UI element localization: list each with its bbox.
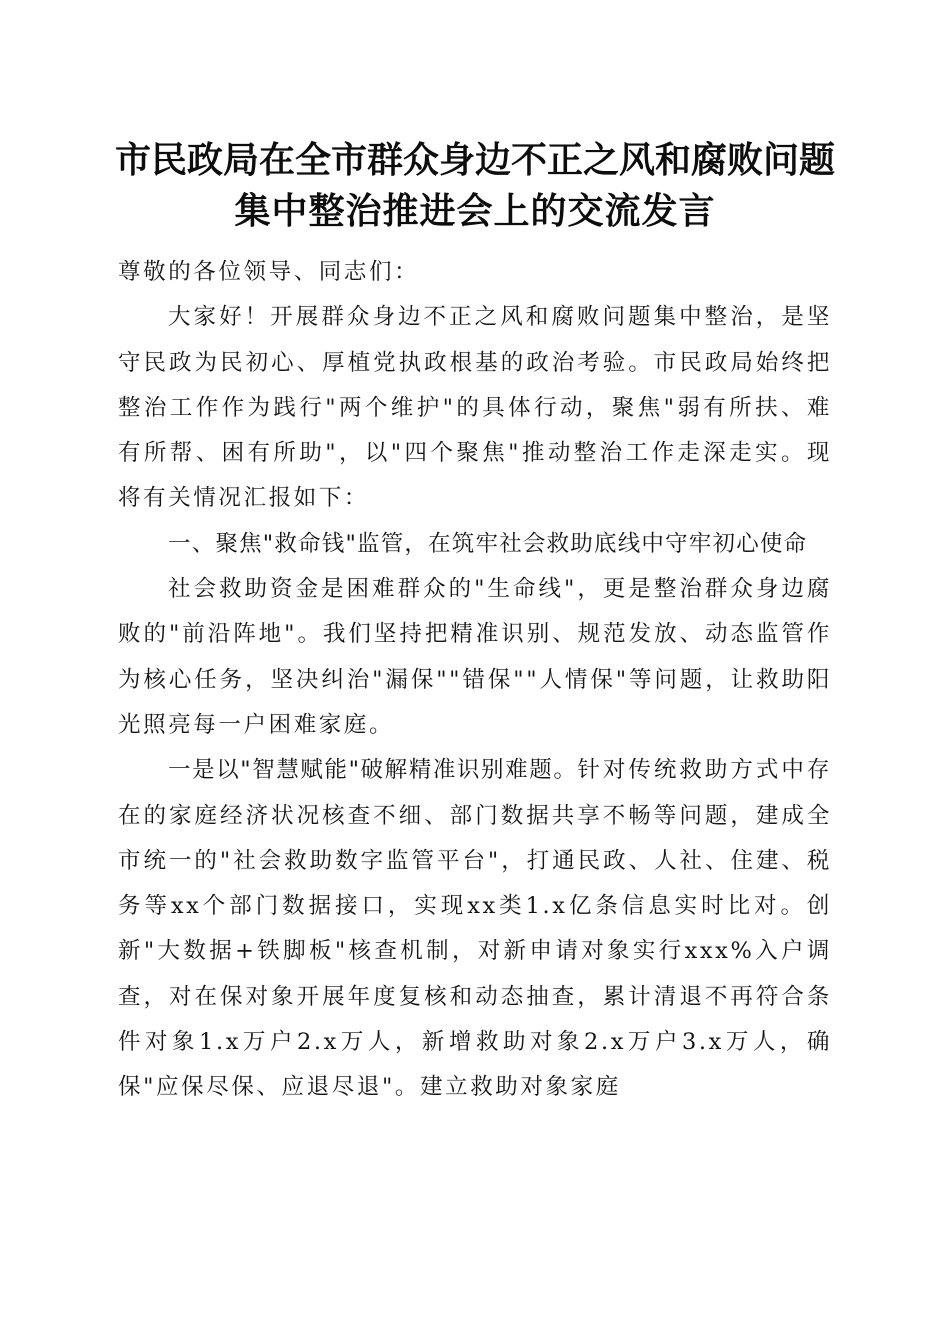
point-1-lead: 一是以"智慧赋能"破解精准识别难题。 [168, 757, 578, 784]
document-title-line-2: 集中整治推进会上的交流发言 [234, 190, 716, 232]
section-1-heading: 一、聚焦"救命钱"监管，在筑牢社会救助底线中守牢初心使命 [168, 530, 808, 557]
salutation: 尊敬的各位领导、同志们： [118, 259, 420, 285]
point-1-paragraph [118, 748, 832, 1110]
document-body [118, 250, 832, 1111]
document-title-line-1: 市民政局在全市群众身边不正之风和腐败问题 [114, 139, 835, 181]
section-1-paragraph: 社会救助资金是困难群众的"生命线"，更是整治群众身边腐败的"前沿阵地"。我们坚持把精准识别、规范发放、动态监管作为核心任务，坚决纠治"漏保""错保""人情保"等问题，让救助阳光照亮每一户困难家庭。 [118, 576, 832, 738]
intro-paragraph: 大家好！开展群众身边不正之风和腐败问题集中整治，是坚守民政为民初心、厚植党执政根基的政治考验。市民政局始终把整治工作作为践行"两个维护"的具体行动，聚焦"弱有所扶、难有所帮、困有所助"，以"四个聚焦"推动整治工作走深走实。现将有关情况汇报如下： [118, 304, 832, 512]
point-1-text: 针对传统救助方式中存在的家庭经济状况核查不细、部门数据共享不畅等问题，建成全市统一的"社会救助数字监管平台"，打通民政、人社、住建、税务等xx个部门数据接口，实现xx类1.x亿条信息实时比对。创新"大数据+铁脚板"核查机制，对新申请对象实行xxx%入户调查，对在保对象开展年度复核和动态抽查，累计清退不再符合条件对象1.x万户2.x万人，新增救助对象2.x万户3.x万人，确保"应保尽保、应退尽退"。建立救助对象家庭 [118, 757, 832, 1101]
